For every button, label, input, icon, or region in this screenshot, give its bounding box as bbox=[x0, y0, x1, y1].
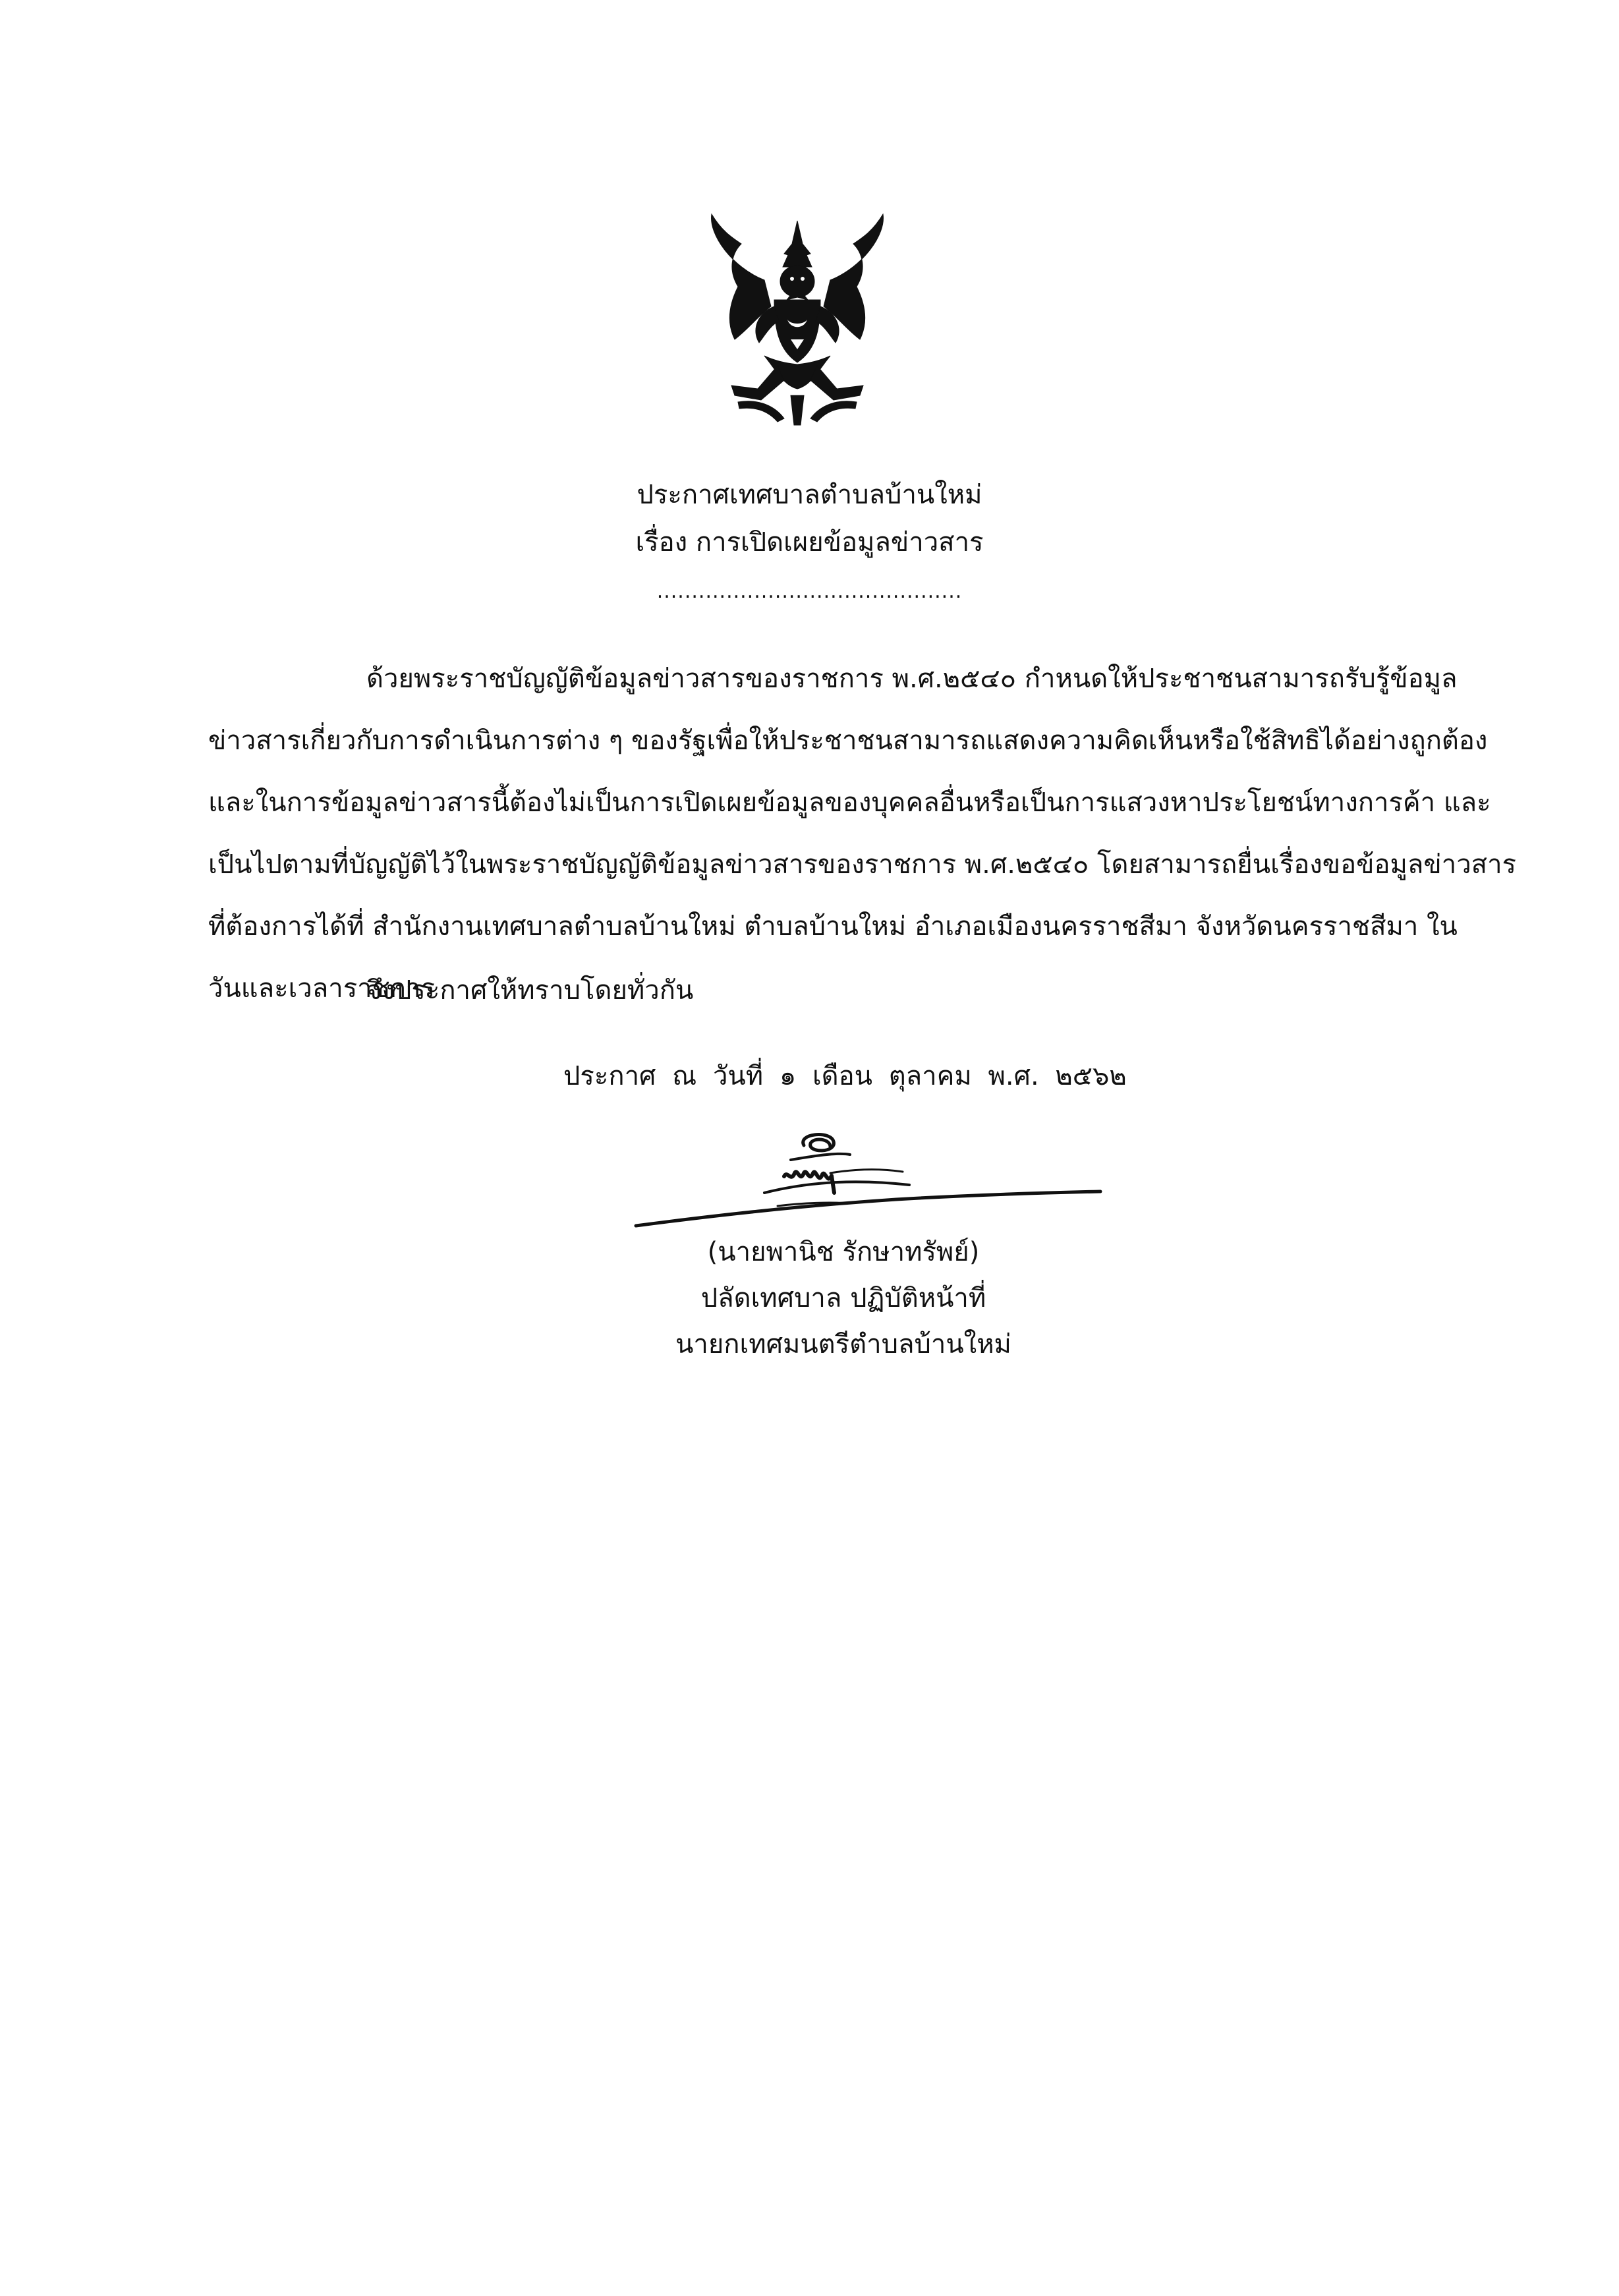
closing-statement: จึงประกาศให้ทราบโดยทั่วกัน bbox=[366, 975, 694, 1006]
body-line: วันและเวลาราชการ bbox=[208, 973, 435, 1004]
header-separator: ............................................ bbox=[656, 580, 963, 603]
body-line: และในการข้อมูลข่าวสารนี้ต้องไม่เป็นการเปิดเผยข้อมูลของบุคคลอื่นหรือเป็นการแสวงหาประโยชน์ทางการค้า และ bbox=[208, 788, 1491, 818]
body-line: ข่าวสารเกี่ยวกับการดำเนินการต่าง ๆ ของรัฐเพื่อให้ประชาชนสามารถแสดงความคิดเห็นหรือใช้สิทธิได้อย่างถูกต้อง bbox=[208, 726, 1488, 756]
body-line: ที่ต้องการได้ที่ สำนักงานเทศบาลตำบลบ้านใหม่ ตำบลบ้านใหม่ อำเภอเมืองนครราชสีมา จังหวัดนครราชสีมา ใน bbox=[208, 911, 1458, 942]
signatory-name: (นายพานิช รักษาทรัพย์) bbox=[707, 1237, 980, 1267]
handwritten-signature bbox=[633, 1120, 1107, 1232]
body-line: ด้วยพระราชบัญญัติข้อมูลข่าวสารของราชการ พ.ศ.๒๕๔๐ กำหนดให้ประชาชนสามารถรับรู้ข้อมูล bbox=[366, 664, 1458, 694]
signatory-position: ปลัดเทศบาล ปฏิบัติหน้าที่ bbox=[700, 1283, 986, 1313]
garuda-emblem-icon bbox=[685, 208, 909, 432]
announcement-subject: เรื่อง การเปิดเผยข้อมูลข่าวสาร bbox=[635, 527, 984, 558]
announcement-date: ประกาศ ณ วันที่ ๑ เดือน ตุลาคม พ.ศ. ๒๕๖๒ bbox=[563, 1061, 1127, 1091]
announcement-title: ประกาศเทศบาลตำบลบ้านใหม่ bbox=[637, 480, 982, 510]
announcement-body bbox=[208, 648, 1517, 1019]
signatory-acting-role: นายกเทศมนตรีตำบลบ้านใหม่ bbox=[675, 1329, 1011, 1360]
body-line: เป็นไปตามที่บัญญัติไว้ในพระราชบัญญัติข้อมูลข่าวสารของราชการ พ.ศ.๒๕๔๐ โดยสามารถยื่นเรื่องขอข้อมูลข่าวสาร bbox=[208, 849, 1517, 880]
